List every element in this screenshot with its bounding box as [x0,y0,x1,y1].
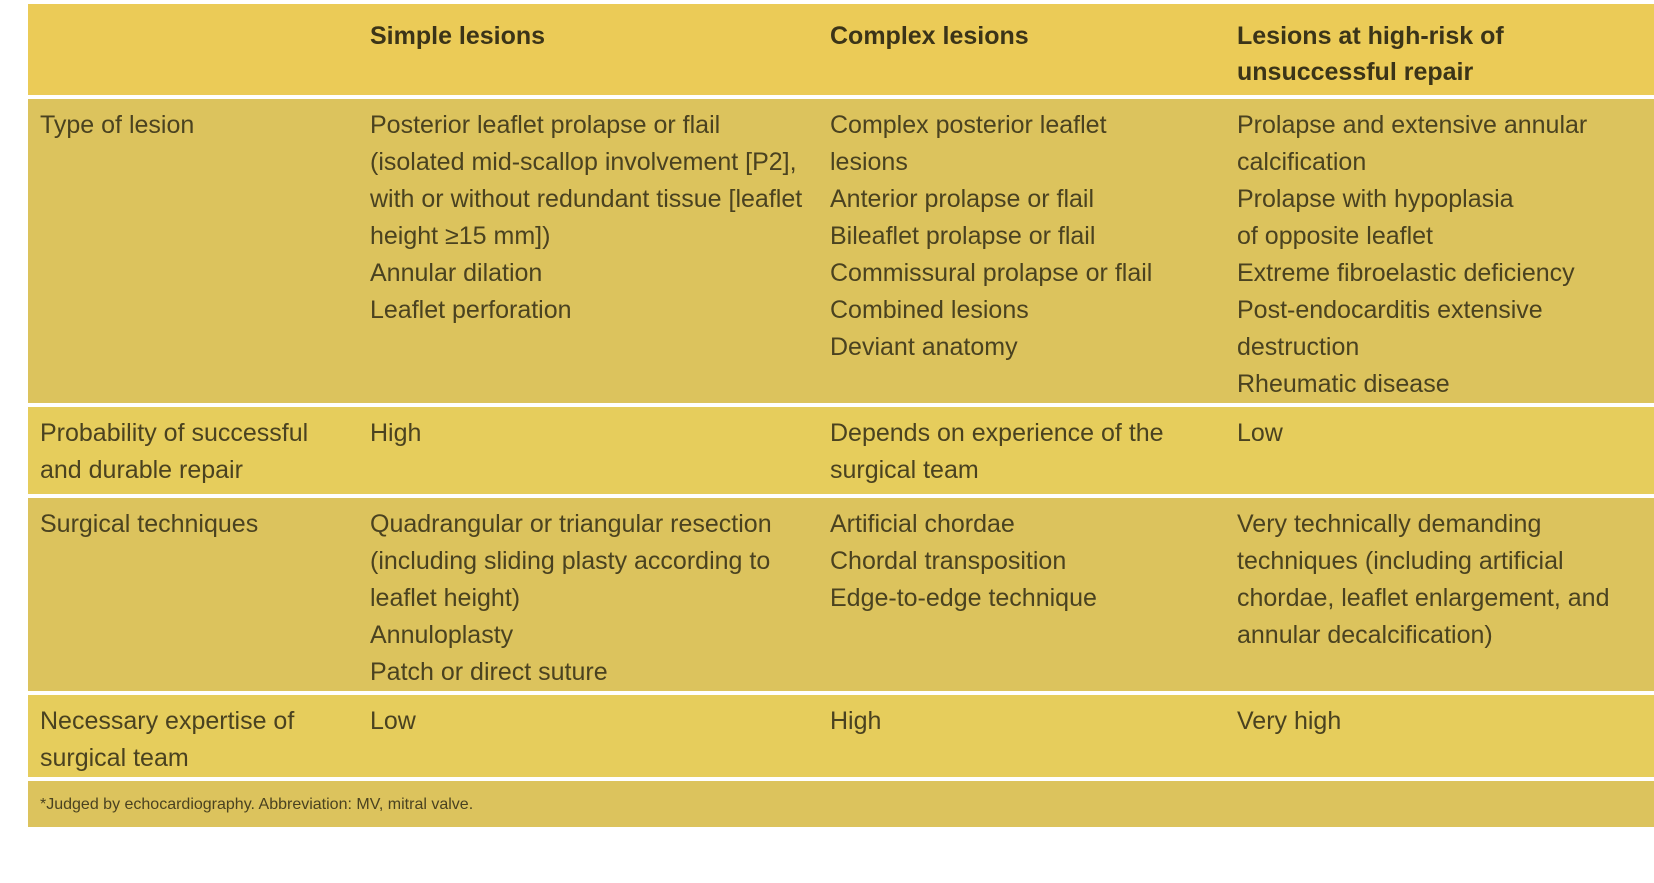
table-header [28,4,1654,97]
cell-simple [358,693,818,779]
table-body [28,97,1654,827]
lesion-classification-table [28,4,1654,827]
row-label: Surgical techniques [40,510,259,538]
lesion-classification-table-container [28,4,1654,883]
cell-line: Edge-to-edge technique [830,584,1097,612]
cell-simple [358,97,818,405]
header-high-risk-lesions: Lesions at high-risk of unsuccessful repair [1237,22,1504,86]
cell-line: Posterior leaflet prolapse or flail (isolated mid-scallop involvement [P2], with or without redundant tissue [leaflet height ≥15 mm]) [370,111,803,250]
cell-line: Prolapse and extensive annular calcification [1237,111,1588,176]
cell-line: Post-endocarditis extensive destruction [1237,296,1543,361]
cell-line: Commissural prolapse or flail [830,259,1153,287]
cell-line: Artificial chordae [830,510,1015,538]
cell-line: Low [1237,419,1283,447]
cell-line: Chordal transposition [830,547,1067,575]
cell-line: Leaflet perforation [370,296,572,324]
cell-simple [358,496,818,693]
cell-line: High [830,707,882,735]
row-label: Type of lesion [40,111,195,139]
header-empty-cell [28,4,358,97]
cell-line: Quadrangular or triangular resection (including sliding plasty according to leaflet height) [370,510,772,612]
table-row-type-of-lesion [28,97,1654,405]
cell-line: Depends on experience of the surgical team [830,419,1164,484]
cell-line: Patch or direct suture [370,658,608,686]
table-footnote-row [28,779,1654,827]
cell-line: Anterior prolapse or flail [830,185,1095,213]
cell-line: Bileaflet prolapse or flail [830,222,1096,250]
cell-line: Deviant anatomy [830,333,1018,361]
cell-line: Annuloplasty [370,621,514,649]
row-label: Probability of successful and durable repair [40,419,309,484]
cell-high-risk [1225,693,1654,779]
header-complex-lesions: Complex lesions [830,22,1029,50]
table-row-necessary-expertise [28,693,1654,779]
cell-line: Rheumatic disease [1237,370,1450,398]
cell-line: Low [370,707,416,735]
cell-line: Complex posterior leaflet lesions [830,111,1107,176]
header-simple-lesions: Simple lesions [370,22,546,50]
cell-simple [358,405,818,496]
cell-line: Annular dilation [370,259,543,287]
cell-high-risk [1225,496,1654,693]
cell-line: High [370,419,422,447]
cell-line: Combined lesions [830,296,1029,324]
cell-high-risk [1225,405,1654,496]
table-row-surgical-techniques [28,496,1654,693]
footnote: *Judged by echocardiography. Abbreviation: MV, mitral valve. [40,796,474,813]
cell-high-risk [1225,97,1654,405]
cell-line: Very technically demanding techniques (including artificial chordae, leaflet enlargement, and annular decalcification) [1237,510,1610,649]
header-row [28,4,1654,97]
cell-line: Very high [1237,707,1342,735]
cell-line: Prolapse with hypoplasia of opposite leaflet [1237,185,1514,250]
cell-complex [818,405,1225,496]
cell-line: Extreme fibroelastic deficiency [1237,259,1575,287]
row-label: Necessary expertise of surgical team [40,707,295,772]
cell-complex [818,97,1225,405]
table-row-probability [28,405,1654,496]
cell-complex [818,496,1225,693]
cell-complex [818,693,1225,779]
